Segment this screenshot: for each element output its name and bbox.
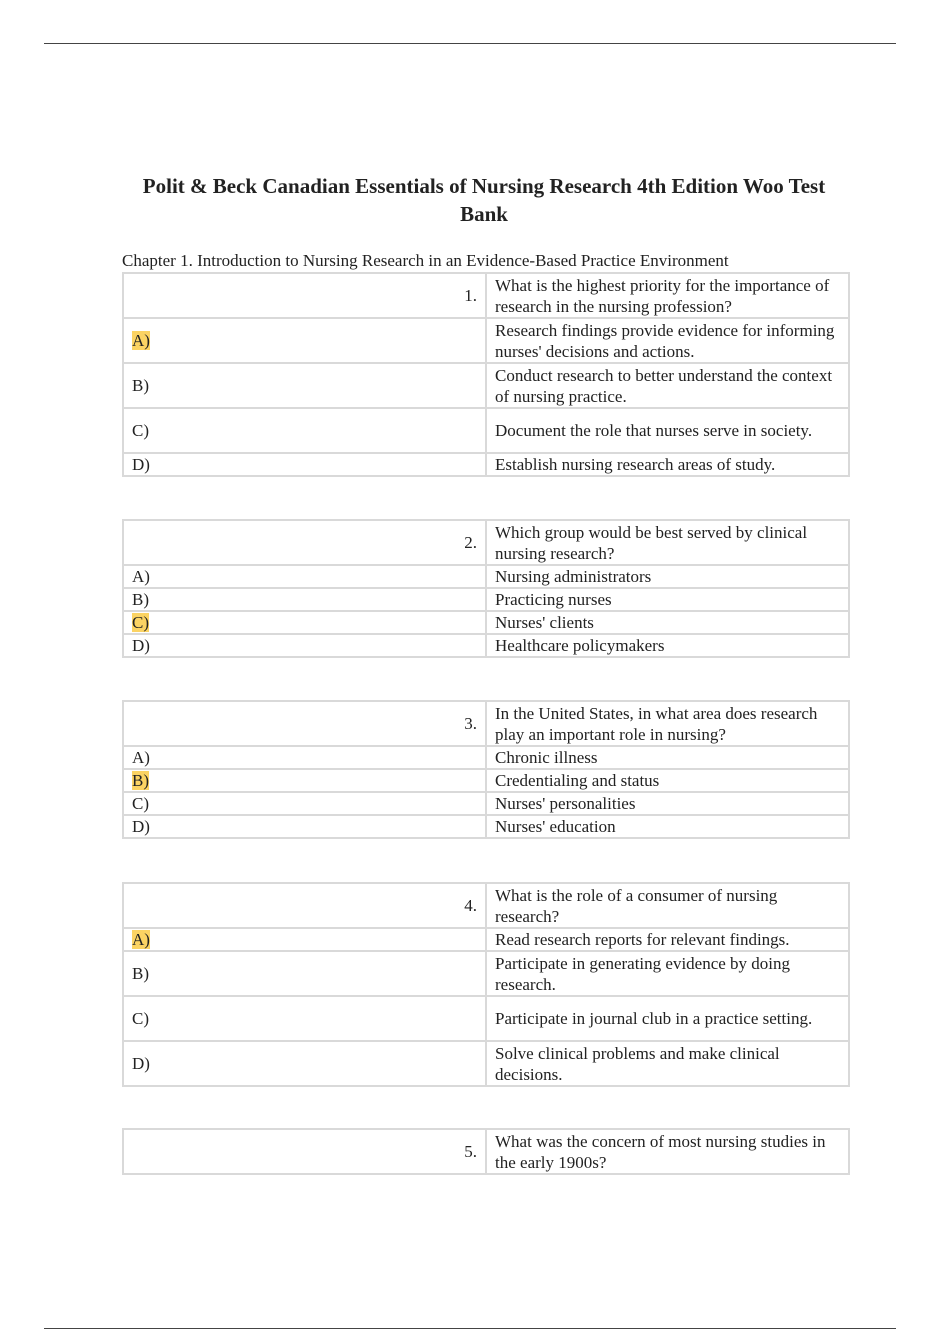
option-row xyxy=(123,792,849,815)
option-label: A) xyxy=(123,565,486,588)
option-row xyxy=(123,611,849,634)
option-label: A) xyxy=(123,746,486,769)
option-text: Chronic illness xyxy=(486,746,849,769)
question-table-4 xyxy=(122,882,850,1087)
option-row xyxy=(123,318,849,363)
option-label-correct: A) xyxy=(132,331,150,350)
question-number: 3. xyxy=(123,701,486,746)
option-label: D) xyxy=(123,1041,486,1086)
option-row xyxy=(123,408,849,453)
question-text: What is the role of a consumer of nursing research? xyxy=(486,883,849,928)
question-text: What was the concern of most nursing studies in the early 1900s? xyxy=(486,1129,849,1174)
option-text: Conduct research to better understand the context of nursing practice. xyxy=(486,363,849,408)
chapter-heading: Chapter 1. Introduction to Nursing Research in an Evidence-Based Practice Environment xyxy=(122,251,729,270)
question-number: 2. xyxy=(123,520,486,565)
option-row xyxy=(123,746,849,769)
option-label: C) xyxy=(123,792,486,815)
option-label: C) xyxy=(123,996,486,1041)
question-number: 1. xyxy=(123,273,486,318)
question-row xyxy=(123,520,849,565)
question-row xyxy=(123,273,849,318)
option-row xyxy=(123,588,849,611)
footer-rule xyxy=(44,1328,896,1329)
question-text: In the United States, in what area does research play an important role in nursing? xyxy=(486,701,849,746)
header-rule xyxy=(44,43,896,44)
option-label-correct: B) xyxy=(132,771,149,790)
option-text: Participate in generating evidence by doing research. xyxy=(486,951,849,996)
option-label: D) xyxy=(123,815,486,838)
option-label: D) xyxy=(123,453,486,476)
option-row xyxy=(123,453,849,476)
option-text: Research findings provide evidence for informing nurses' decisions and actions. xyxy=(486,318,849,363)
document-title: Polit & Beck Canadian Essentials of Nursing Research 4th Edition Woo Test Bank xyxy=(142,174,826,226)
question-text: What is the highest priority for the importance of research in the nursing profession? xyxy=(486,273,849,318)
question-table-2 xyxy=(122,519,850,658)
option-text: Nurses' education xyxy=(486,815,849,838)
option-text: Document the role that nurses serve in society. xyxy=(486,408,849,453)
option-label: B) xyxy=(123,588,486,611)
question-row xyxy=(123,701,849,746)
option-label-correct: A) xyxy=(132,930,150,949)
option-text: Practicing nurses xyxy=(486,588,849,611)
question-table-5 xyxy=(122,1128,850,1175)
option-text: Read research reports for relevant findings. xyxy=(486,928,849,951)
question-row xyxy=(123,883,849,928)
option-row xyxy=(123,1041,849,1086)
option-row xyxy=(123,363,849,408)
question-table-1 xyxy=(122,272,850,477)
option-row xyxy=(123,951,849,996)
option-label-correct: C) xyxy=(132,613,149,632)
option-text: Nursing administrators xyxy=(486,565,849,588)
option-text: Healthcare policymakers xyxy=(486,634,849,657)
question-number: 4. xyxy=(123,883,486,928)
option-label: D) xyxy=(123,634,486,657)
option-row xyxy=(123,769,849,792)
option-row xyxy=(123,565,849,588)
question-text: Which group would be best served by clinical nursing research? xyxy=(486,520,849,565)
question-number: 5. xyxy=(123,1129,486,1174)
question-row xyxy=(123,1129,849,1174)
question-table-3 xyxy=(122,700,850,839)
option-label: B) xyxy=(123,363,486,408)
option-text: Participate in journal club in a practice setting. xyxy=(486,996,849,1041)
option-text: Nurses' personalities xyxy=(486,792,849,815)
option-label: C) xyxy=(123,408,486,453)
option-text: Credentialing and status xyxy=(486,769,849,792)
option-row xyxy=(123,996,849,1041)
option-label: B) xyxy=(123,951,486,996)
option-row xyxy=(123,928,849,951)
option-text: Nurses' clients xyxy=(486,611,849,634)
option-text: Solve clinical problems and make clinical decisions. xyxy=(486,1041,849,1086)
option-text: Establish nursing research areas of study. xyxy=(486,453,849,476)
option-row xyxy=(123,815,849,838)
option-row xyxy=(123,634,849,657)
